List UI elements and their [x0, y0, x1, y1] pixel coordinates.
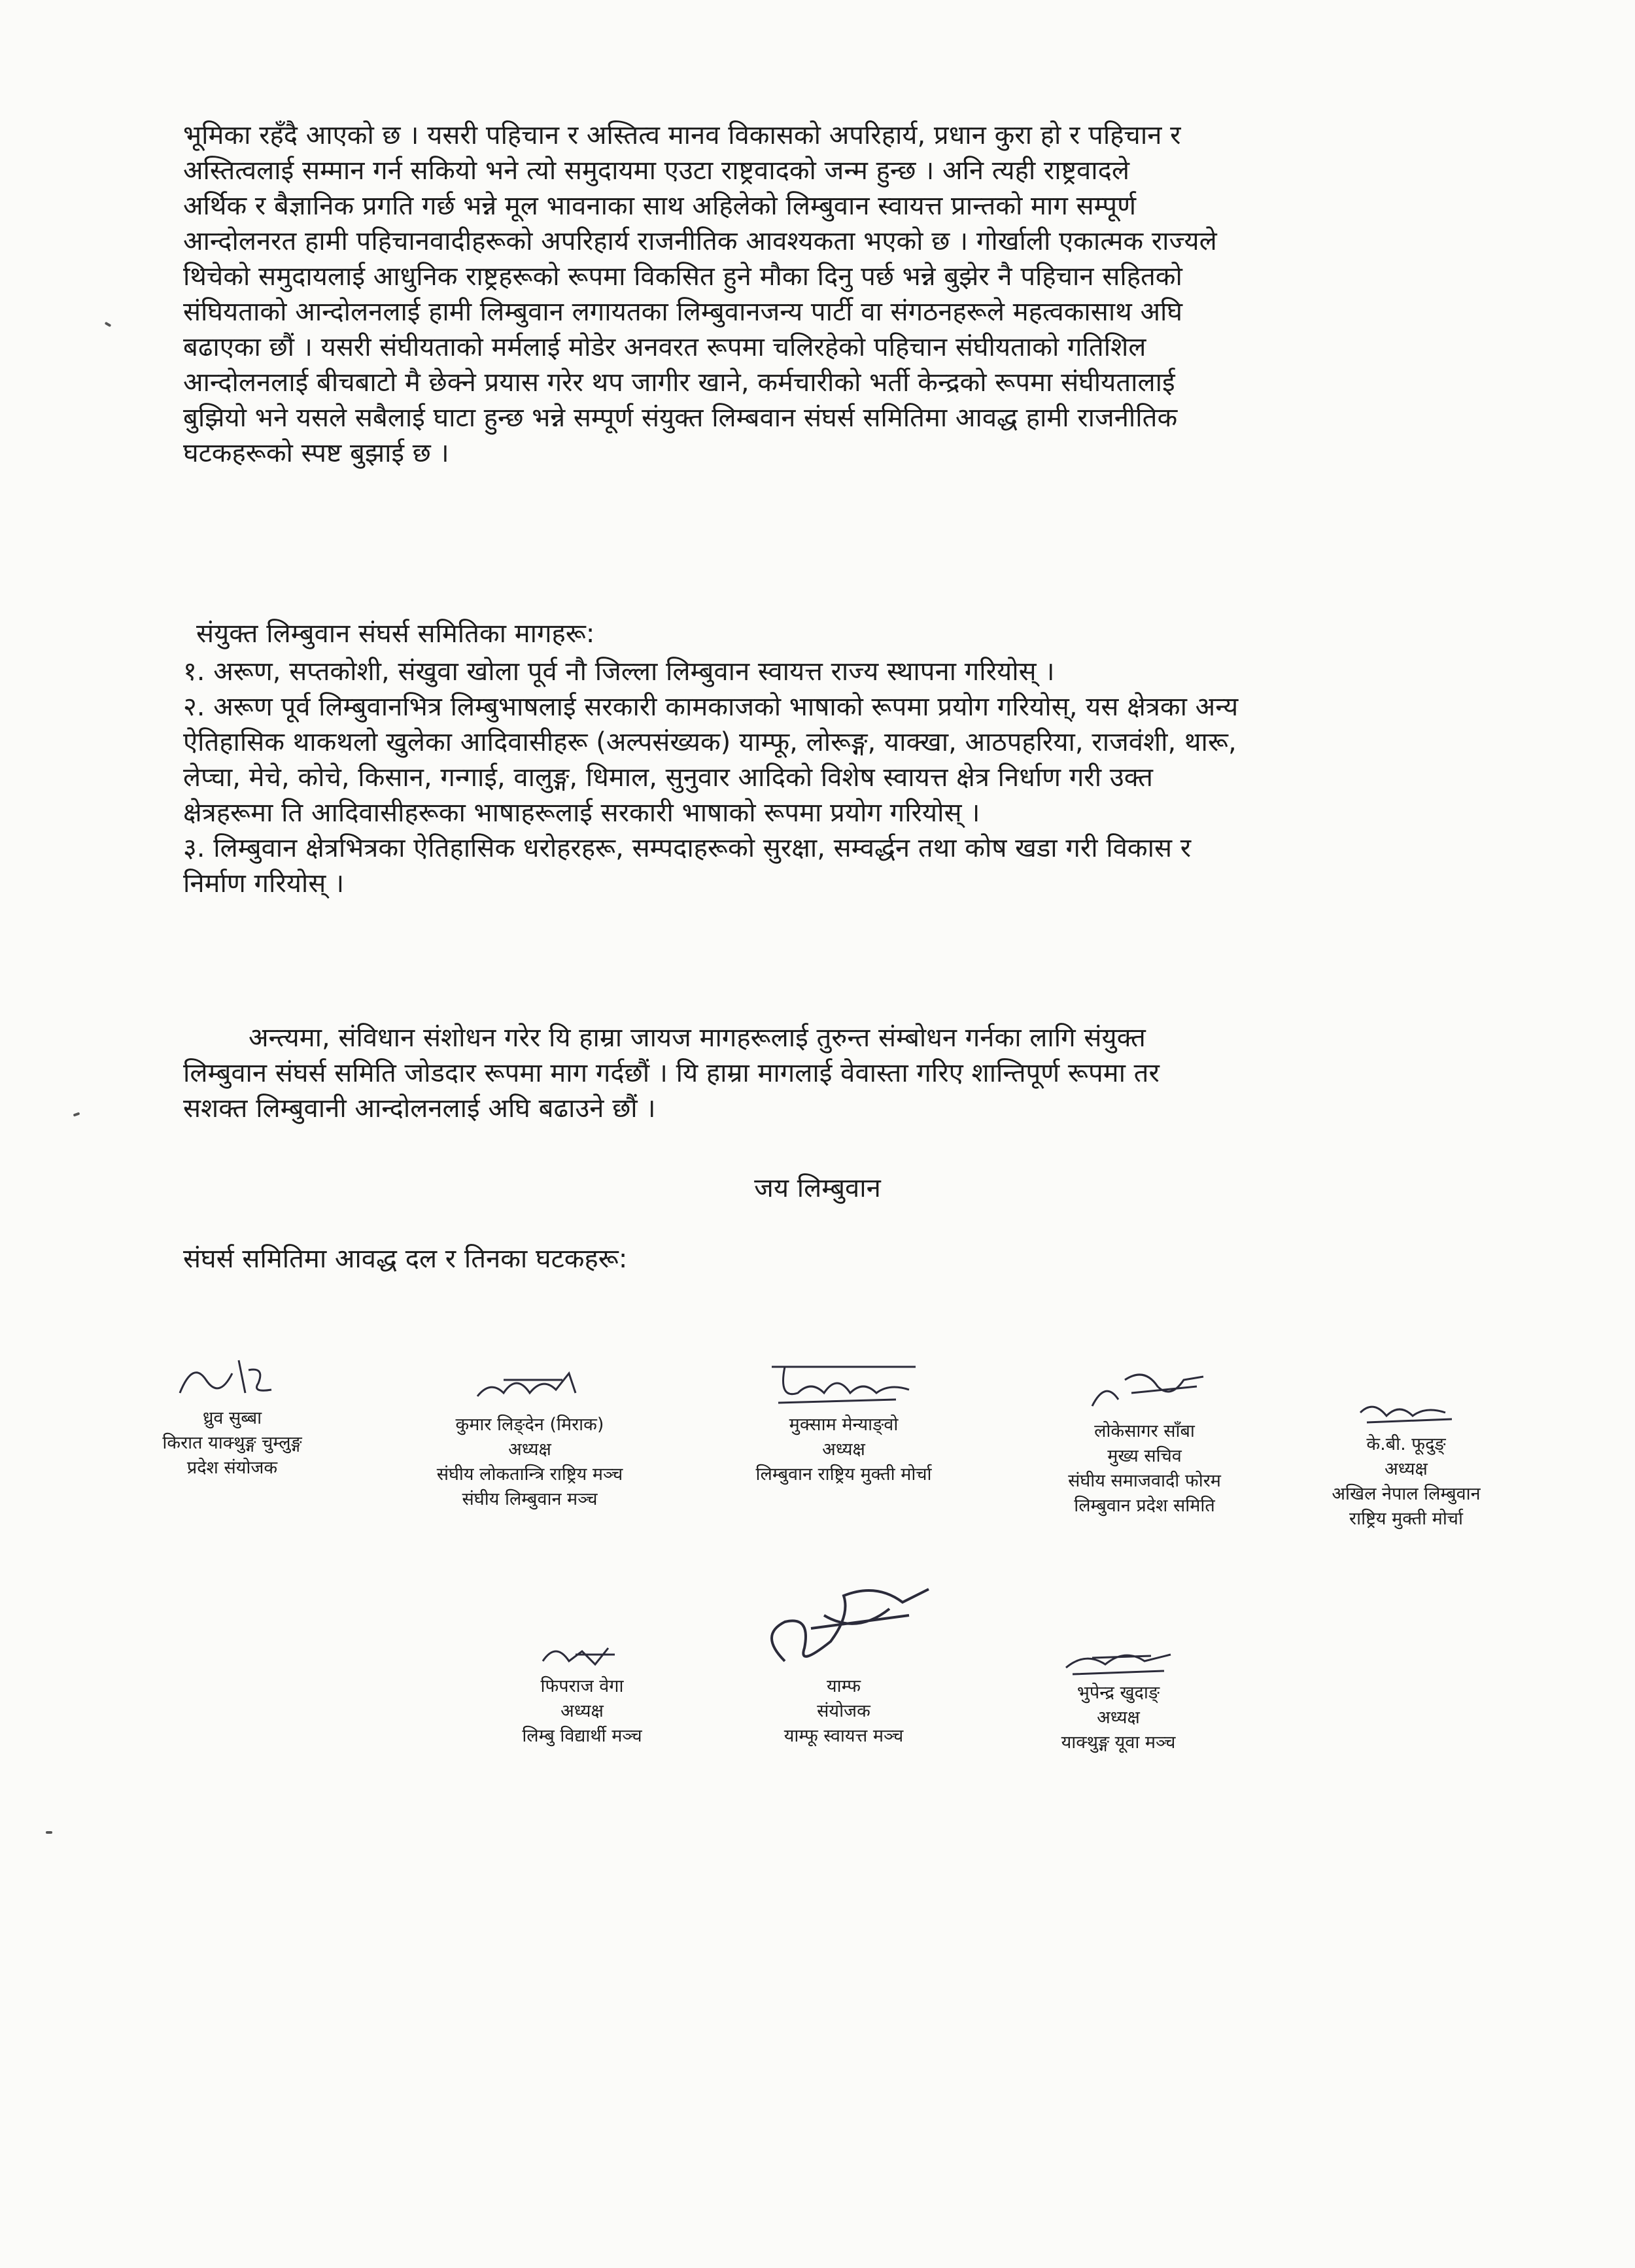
handwritten-signature — [1053, 1641, 1184, 1681]
demand-line: १. अरूण, सप्तकोशी, संखुवा खोला पूर्व नौ जिल्ला लिम्बुवान स्वायत्त राज्य स्थापना गरियोस् । — [183, 657, 1055, 687]
signatory-name: फिपराज वेगा — [540, 1676, 624, 1696]
demand-line: ऐतिहासिक थाकथलो खुलेका आदिवासीहरू (अल्पसंख्यक) याम्फू, लोरूङ्ग, याक्खा, आठपहरिया, राजवंशी, थारू, — [183, 727, 1237, 757]
scan-speck — [73, 1112, 80, 1116]
demand-line: लेप्चा, मेचे, कोचे, किसान, गन्गाई, वालुङ्ग, धिमाल, सुनुवार आदिको विशेष स्वायत्त क्षेत्र निर्धाण गरी उक्त — [183, 763, 1153, 793]
intro-line: बढाएका छौं । यसरी संघीयताको मर्मलाई मोडेर अनवरत रूपमा चलिरहेको पहिचान संघीयताको गतिशिल — [183, 332, 1146, 362]
signatory-name: याम्फ — [826, 1676, 861, 1696]
signatory-title: लिम्बु विद्यार्थी मञ्च — [522, 1726, 642, 1746]
signatory-block — [451, 1635, 713, 1749]
signatory-title: याम्फू स्वायत्त मञ्च — [783, 1726, 904, 1746]
closing-line: अन्त्यमा, संविधान संशोधन गरेर यि हाम्रा जायज मागहरूलाई तुरुन्त संम्बोधन गर्नका लागि संयुक्त — [249, 1023, 1146, 1053]
signatory-name: भुपेन्द्र खुदाङ् — [1076, 1683, 1160, 1703]
signatory-title: मुख्य सचिव — [1107, 1446, 1182, 1466]
signatory-title: अध्यक्ष — [508, 1439, 551, 1460]
scan-speck — [46, 1831, 52, 1834]
signatory-title: याक्थुङ्ग यूवा मञ्च — [1061, 1732, 1176, 1753]
demand-line: क्षेत्रहरूमा ति आदिवासीहरूका भाषाहरूलाई सरकारी भाषाको रूपमा प्रयोग गरियोस् । — [183, 798, 980, 828]
signatory-title: संघीय लिम्बुवान मञ्च — [462, 1489, 598, 1509]
signatory-name: लोकेसागर साँबा — [1094, 1421, 1195, 1441]
signatory-block — [1275, 1393, 1537, 1532]
signatory-title: संयोजक — [817, 1701, 870, 1721]
intro-line: घटकहरूको स्पष्ट बुझाई छ । — [183, 438, 449, 468]
closing-line: लिम्बुवान संघर्स समिति जोडदार रूपमा माग गर्दछौं । यि हाम्रा मागलाई वेवास्ता गरिए शान्तिपूर्ण रूपमा तर — [183, 1058, 1160, 1088]
signatory-title: अध्यक्ष — [1097, 1708, 1140, 1728]
intro-line: अस्तित्वलाई सम्मान गर्न सकियो भने त्यो समुदायमा एउटा राष्ट्रवादको जन्म हुन्छ । अनि त्यही राष्ट्रवादले — [183, 156, 1129, 186]
signatory-name: ध्रुव सुब्बा — [202, 1408, 262, 1428]
slogan: जय लिम्बुवान — [754, 1173, 881, 1203]
intro-line: थिचेको समुदायलाई आधुनिक राष्ट्रहरूको रूपमा विकसित हुने मौका दिनु पर्छ भन्ने बुझेर नै पहिचान सहितको — [183, 262, 1182, 292]
demands-list — [183, 654, 1537, 901]
intro-line: आन्दोलनलाई बीचबाटो मै छेक्ने प्रयास गरेर थप जागीर खाने, कर्मचारीको भर्ती केन्द्रको रूपमा संघीयतालाई — [183, 368, 1175, 398]
closing-line: सशक्त लिम्बुवानी आन्दोलनलाई अघि बढाउने छौं । — [183, 1093, 656, 1124]
handwritten-signature — [1347, 1393, 1465, 1432]
signatory-title: लिम्बुवान प्रदेश समिति — [1074, 1496, 1215, 1516]
signatory-title: राष्ट्रिय मुक्ती मोर्चा — [1349, 1509, 1463, 1529]
signatory-title: अध्यक्ष — [1385, 1459, 1428, 1479]
handwritten-signature — [746, 1576, 942, 1674]
intro-line: भूमिका रहँदै आएको छ । यसरी पहिचान र अस्तित्व मानव विकासको अपरिहार्य, प्रधान कुरा हो र पहिचान र — [183, 120, 1181, 150]
signatory-block — [1007, 1360, 1282, 1519]
demands-heading: संयुक्त लिम्बुवान संघर्स समितिका मागहरू: — [196, 619, 595, 649]
signatory-name: के.बी. फूदुङ् — [1366, 1434, 1446, 1454]
handwritten-signature — [530, 1635, 634, 1674]
signatory-title: अध्यक्ष — [822, 1439, 865, 1460]
signatory-block — [693, 1354, 994, 1487]
closing-paragraph — [183, 1020, 1537, 1126]
signatory-title: किरात याक्थुङ्ग चुम्लुङ्ग — [162, 1433, 302, 1453]
signatory-name: मुक्साम मेन्याङ्वो — [789, 1415, 899, 1435]
signatory-title: प्रदेश संयोजक — [186, 1458, 278, 1478]
signatory-title: अखिल नेपाल लिम्बुवान — [1332, 1484, 1481, 1504]
signatory-title: लिम्बुवान राष्ट्रिय मुक्ती मोर्चा — [755, 1464, 932, 1485]
scan-speck — [105, 322, 112, 327]
intro-paragraph — [183, 118, 1537, 471]
signatory-title: संघीय लोकतान्त्रि राष्ट्रिय मञ्च — [436, 1464, 623, 1485]
demand-line: निर्माण गरियोस् । — [183, 868, 345, 899]
signatory-block — [366, 1360, 693, 1512]
handwritten-signature — [759, 1354, 929, 1413]
intro-line: आन्दोलनरत हामी पहिचानवादीहरूको अपरिहार्य राजनीतिक आवश्यकता भएको छ । गोर्खाली एकात्मक राज्यले — [183, 226, 1217, 256]
signatory-title: संघीय समाजवादी फोरम — [1068, 1471, 1221, 1491]
handwritten-signature — [464, 1360, 595, 1413]
handwritten-signature — [1073, 1360, 1216, 1419]
signatory-block — [111, 1354, 353, 1481]
signatory-name: कुमार लिङ्देन (मिराक) — [455, 1415, 604, 1435]
handwritten-signature — [167, 1354, 298, 1406]
intro-line: बुझियो भने यसले सबैलाई घाटा हुन्छ भन्ने सम्पूर्ण संयुक्त लिम्बवान संघर्स समितिमा आवद्ध हामी राजनीतिक — [183, 403, 1178, 433]
committee-heading: संघर्स समितिमा आवद्ध दल र तिनका घटकहरू: — [183, 1244, 628, 1274]
signatory-block — [706, 1576, 981, 1749]
intro-line: अर्थिक र बैज्ञानिक प्रगति गर्छ भन्ने मूल भावनाका साथ अहिलेको लिम्बुवान स्वायत्त प्रान्तको माग सम्पूर्ण — [183, 191, 1137, 221]
signatory-title: अध्यक्ष — [560, 1701, 604, 1721]
intro-line: संघियताको आन्दोलनलाई हामी लिम्बुवान लगायतका लिम्बुवानजन्य पार्टी वा संगठनहरूले महत्वकासाथ अघि — [183, 297, 1183, 327]
demand-line: २. अरूण पूर्व लिम्बुवानभित्र लिम्बुभाषलाई सरकारी कामकाजको भाषाको रूपमा प्रयोग गरियोस्, यस क्षेत्रका अन्य — [183, 692, 1239, 722]
signatory-block — [981, 1641, 1256, 1755]
demand-line: ३. लिम्बुवान क्षेत्रभित्रका ऐतिहासिक धरोहरहरू, सम्पदाहरूको सुरक्षा, सम्वर्द्धन तथा कोष खडा गरी विकास र — [183, 833, 1192, 863]
